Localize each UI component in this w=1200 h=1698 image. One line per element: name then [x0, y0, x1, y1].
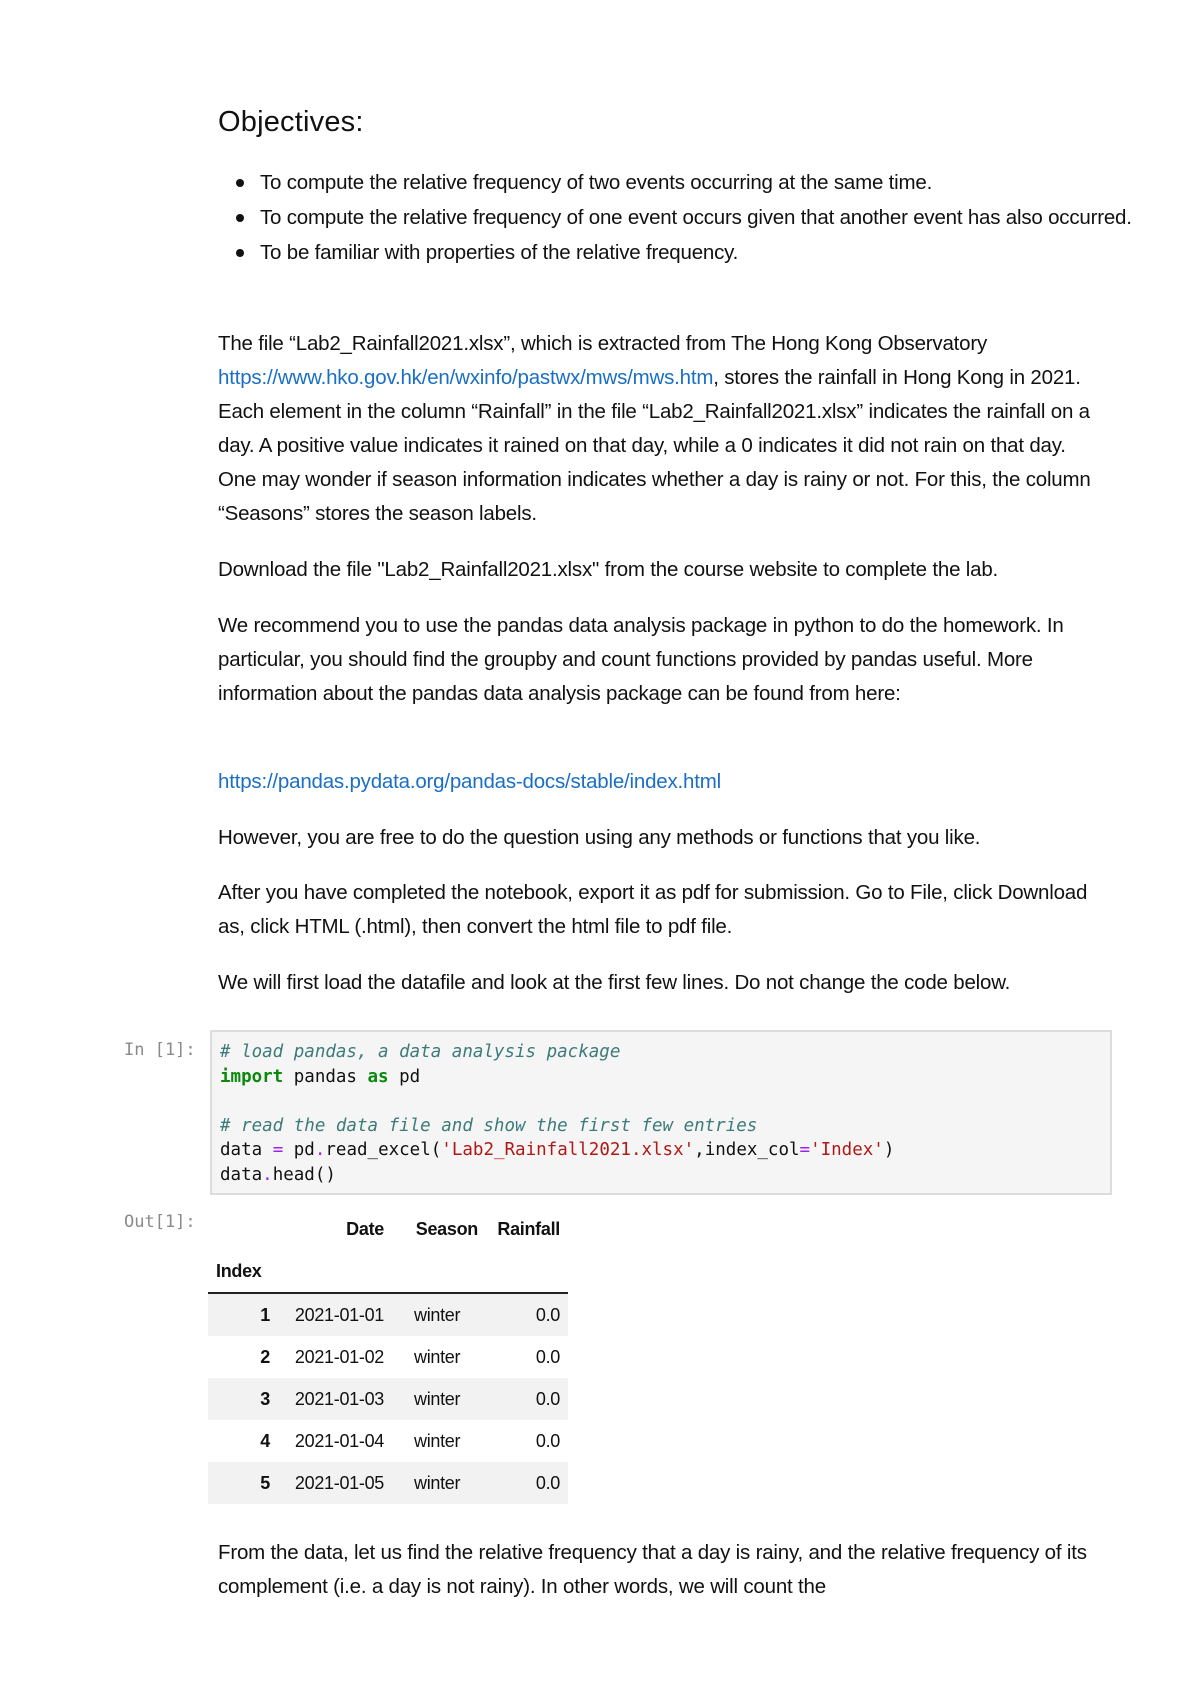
free-paragraph [218, 821, 1098, 855]
keyword-import: import [220, 1066, 284, 1087]
header-blank [486, 1250, 568, 1293]
code-token: pd [388, 1066, 421, 1087]
output-prompt: Out[1]: [124, 1212, 196, 1232]
hko-link[interactable]: https://www.hko.gov.hk/en/wxinfo/pastwx/mws/mws.htm [218, 366, 714, 389]
intro-paragraph [218, 327, 1098, 531]
objectives-list [218, 166, 1140, 271]
table-row [208, 1420, 568, 1462]
table-row [208, 1378, 568, 1420]
table-index-row [208, 1250, 568, 1293]
cell-season: winter [414, 1346, 461, 1367]
pandas-docs-link[interactable]: https://pandas.pydata.org/pandas-docs/stable/index.html [218, 770, 721, 793]
cell-date: 2021-01-02 [294, 1346, 384, 1367]
cell-rainfall: 0.0 [535, 1472, 560, 1493]
intro-text-2: , stores the rainfall in Hong Kong in 2021. Each element in the column “Rainfall” in the file “Lab2_Rainfall2021.xlsx” indicates the rainfall on a day. A positive value indicates it rained on that day, while a 0 indicates it did not rain on that day. One may wonder if season information indicates whether a day is rainy or not. For this, the column “Seasons” stores the season labels. [218, 366, 1091, 525]
pandas-link-paragraph [218, 765, 1098, 799]
keyword-as: as [367, 1066, 389, 1087]
cell-rainfall: 0.0 [535, 1430, 560, 1451]
cell-rainfall: 0.0 [535, 1346, 560, 1367]
closing-text: From the data, let us find the relative frequency that a day is rainy, and the relative frequency of its complement (i.e. a day is not rainy). In other words, we will count the [218, 1541, 1087, 1598]
code-string: 'Lab2_Rainfall2021.xlsx' [441, 1140, 695, 1160]
dataframe-table [208, 1208, 568, 1504]
cell-season: winter [414, 1304, 461, 1325]
row-index: 4 [260, 1430, 270, 1451]
table-row [208, 1462, 568, 1504]
code-editor[interactable] [220, 1040, 894, 1187]
download-text: Download the file "Lab2_Rainfall2021.xlsx" from the course website to complete the lab. [218, 558, 999, 581]
code-token: head() [272, 1164, 336, 1185]
code-operator: . [314, 1140, 326, 1160]
free-text: However, you are free to do the question using any methods or functions that you like. [218, 826, 981, 849]
header-index: Index [208, 1250, 278, 1293]
export-text: After you have completed the notebook, export it as pdf for submission. Go to File, click Download as, click HTML (.html), then convert the html file to pdf file. [218, 881, 1088, 938]
cell-date: 2021-01-05 [294, 1472, 384, 1493]
download-paragraph [218, 553, 1098, 587]
code-token: ) [883, 1140, 895, 1160]
table-row [208, 1293, 568, 1336]
code-string: 'Index' [810, 1140, 884, 1160]
code-token: read_excel( [325, 1140, 442, 1160]
input-prompt: In [1]: [124, 1040, 196, 1060]
code-token: pandas [283, 1066, 368, 1087]
cell-season: winter [414, 1388, 461, 1409]
cell-rainfall: 0.0 [535, 1304, 560, 1325]
cell-date: 2021-01-03 [294, 1388, 384, 1409]
header-date: Date [346, 1218, 384, 1239]
row-index: 1 [260, 1304, 270, 1325]
objectives-heading: Objectives: [218, 106, 364, 138]
code-comment: # load pandas, a data analysis package [220, 1042, 621, 1062]
row-index: 2 [260, 1346, 270, 1367]
code-operator: = [272, 1140, 284, 1160]
table-header-row [208, 1208, 568, 1250]
recommend-paragraph [218, 609, 1098, 711]
load-paragraph [218, 966, 1098, 1000]
objective-item: To compute the relative frequency of two events occurring at the same time. [260, 166, 1140, 199]
header-season: Season [415, 1218, 478, 1239]
code-operator: = [799, 1140, 811, 1160]
cell-date: 2021-01-01 [294, 1304, 384, 1325]
objective-item: To be familiar with properties of the relative frequency. [260, 236, 1140, 269]
cell-season: winter [414, 1430, 461, 1451]
code-token: ,index_col [694, 1140, 800, 1160]
objective-item: To compute the relative frequency of one event occurs given that another event has also occurred. [260, 201, 1140, 234]
header-blank [208, 1208, 278, 1250]
export-paragraph [218, 876, 1098, 944]
intro-text-1: The file “Lab2_Rainfall2021.xlsx”, which is extracted from The Hong Kong Observatory [218, 332, 988, 355]
cell-date: 2021-01-04 [294, 1430, 384, 1451]
code-token: data [220, 1140, 273, 1160]
header-rainfall: Rainfall [497, 1218, 560, 1239]
table-row [208, 1336, 568, 1378]
recommend-text: We recommend you to use the pandas data analysis package in python to do the homework. In particular, you should find the groupby and count functions provided by pandas useful. More information about the pandas data analysis package can be found from here: [218, 614, 1064, 705]
code-token: data [220, 1164, 263, 1185]
header-blank [392, 1250, 486, 1293]
row-index: 3 [260, 1388, 270, 1409]
code-token: pd [283, 1140, 315, 1160]
code-comment: # read the data file and show the first few entries [220, 1115, 758, 1136]
cell-season: winter [414, 1472, 461, 1493]
cell-rainfall: 0.0 [535, 1388, 560, 1409]
load-text: We will first load the datafile and look at the first few lines. Do not change the code below. [218, 971, 1011, 994]
closing-paragraph [218, 1536, 1098, 1604]
code-operator: . [262, 1164, 273, 1185]
row-index: 5 [260, 1472, 270, 1493]
code-cell[interactable] [210, 1030, 1112, 1195]
header-blank [278, 1250, 392, 1293]
